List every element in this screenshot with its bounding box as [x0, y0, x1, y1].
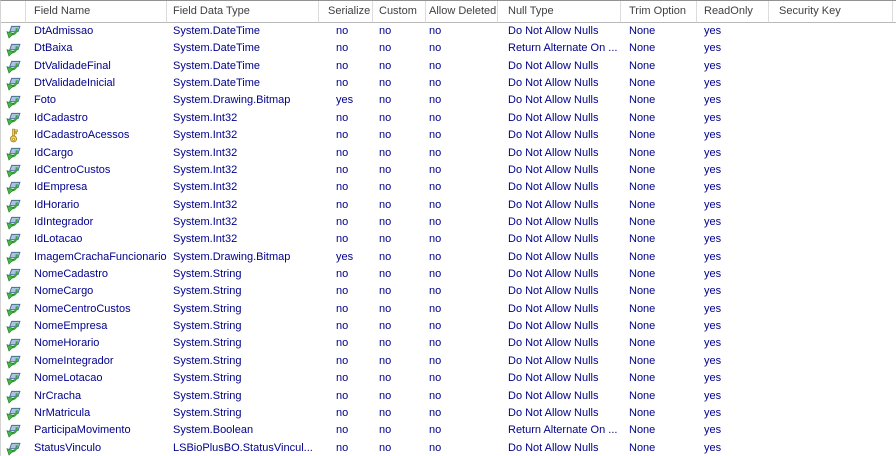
security-key-cell [769, 92, 893, 109]
field-data-type-cell: System.String [173, 389, 242, 402]
field-name-cell: NomeEmpresa [34, 320, 108, 333]
field-icon [6, 76, 21, 91]
trim-option-cell: None [629, 441, 656, 454]
custom-cell: no [379, 146, 392, 159]
readonly-cell: yes [704, 215, 722, 228]
field-icon [6, 371, 21, 386]
grid-body [1, 23, 896, 456]
serialize-cell: no [336, 77, 349, 90]
serialize-cell: no [336, 129, 349, 142]
null-type-cell: Do Not Allow Nulls [508, 250, 599, 263]
custom-cell: no [379, 441, 392, 454]
field-icon [6, 111, 21, 126]
serialize-cell: no [336, 268, 349, 281]
allow-deleted-cell: no [429, 25, 442, 37]
grid-header-row [1, 1, 896, 23]
security-key-cell [769, 179, 893, 196]
security-key-cell [769, 231, 893, 248]
table-row[interactable] [1, 40, 896, 57]
readonly-cell: yes [704, 181, 722, 194]
null-type-cell: Do Not Allow Nulls [508, 163, 599, 176]
readonly-cell: yes [704, 129, 722, 142]
readonly-cell: yes [704, 25, 722, 37]
readonly-cell: yes [704, 320, 722, 333]
allow-deleted-cell: no [429, 354, 442, 367]
readonly-cell: yes [704, 268, 722, 281]
field-name-cell: NomeCentroCustos [34, 302, 131, 315]
security-key-cell [769, 301, 893, 318]
trim-option-cell: None [629, 354, 656, 367]
security-key-cell [769, 318, 893, 335]
table-row[interactable] [1, 58, 896, 75]
null-type-cell: Do Not Allow Nulls [508, 181, 599, 194]
field-name-cell: NomeHorario [34, 337, 100, 350]
field-data-type-cell: LSBioPlusBO.StatusVincul... [173, 441, 313, 454]
table-row[interactable] [1, 283, 896, 300]
table-row[interactable] [1, 127, 896, 144]
field-icon [6, 42, 21, 57]
field-icon [6, 24, 21, 39]
table-row[interactable] [1, 388, 896, 405]
allow-deleted-cell: no [429, 302, 442, 315]
security-key-cell [769, 162, 893, 179]
field-data-type-cell: System.Boolean [173, 424, 254, 437]
column-header-custom[interactable]: Custom [373, 1, 426, 23]
field-name-cell: IdLotacao [34, 233, 83, 246]
allow-deleted-cell: no [429, 424, 442, 437]
field-icon [6, 285, 21, 300]
serialize-cell: no [336, 424, 349, 437]
serialize-cell: no [336, 25, 349, 37]
readonly-cell: yes [704, 406, 722, 419]
field-icon [6, 337, 21, 352]
serialize-cell: no [336, 146, 349, 159]
trim-option-cell: None [629, 77, 656, 90]
field-icon [6, 215, 21, 230]
column-header-allow-deleted[interactable]: Allow Deleted [426, 1, 498, 23]
serialize-cell: no [336, 337, 349, 350]
null-type-cell: Do Not Allow Nulls [508, 111, 599, 124]
null-type-cell: Do Not Allow Nulls [508, 302, 599, 315]
readonly-cell: yes [704, 337, 722, 350]
field-data-type-cell: System.DateTime [173, 77, 261, 90]
table-row[interactable] [1, 249, 896, 266]
field-data-type-cell: System.DateTime [173, 42, 261, 55]
custom-cell: no [379, 59, 392, 72]
table-row[interactable] [1, 422, 896, 439]
serialize-cell: no [336, 354, 349, 367]
field-name-cell: NomeIntegrador [34, 354, 114, 367]
field-icon [6, 232, 21, 247]
allow-deleted-cell: no [429, 389, 442, 402]
field-data-type-cell: System.String [173, 354, 242, 367]
table-row[interactable] [1, 214, 896, 231]
field-name-cell: IdCargo [34, 146, 74, 159]
custom-cell: no [379, 94, 392, 107]
field-icon [6, 250, 21, 265]
field-icon [6, 389, 21, 404]
trim-option-cell: None [629, 320, 656, 333]
table-row[interactable] [1, 179, 896, 196]
trim-option-cell: None [629, 424, 656, 437]
field-name-cell: NrCracha [34, 389, 82, 402]
trim-option-cell: None [629, 285, 656, 298]
column-header-field-name[interactable]: Field Name [26, 1, 167, 23]
serialize-cell: no [336, 285, 349, 298]
custom-cell: no [379, 354, 392, 367]
null-type-cell: Do Not Allow Nulls [508, 441, 599, 454]
serialize-cell: no [336, 320, 349, 333]
trim-option-cell: None [629, 215, 656, 228]
allow-deleted-cell: no [429, 441, 442, 454]
allow-deleted-cell: no [429, 233, 442, 246]
table-row[interactable] [1, 335, 896, 352]
table-row[interactable] [1, 110, 896, 127]
trim-option-cell: None [629, 42, 656, 55]
allow-deleted-cell: no [429, 94, 442, 107]
trim-option-cell: None [629, 25, 656, 37]
security-key-cell [769, 405, 893, 422]
null-type-cell: Do Not Allow Nulls [508, 268, 599, 281]
field-data-type-cell: System.String [173, 320, 242, 333]
field-name-cell: DtValidadeInicial [34, 77, 116, 90]
field-name-cell: NomeCadastro [34, 268, 108, 281]
serialize-cell: no [336, 372, 349, 385]
serialize-cell: no [336, 163, 349, 176]
null-type-cell: Do Not Allow Nulls [508, 146, 599, 159]
field-name-cell: IdHorario [34, 198, 80, 211]
null-type-cell: Do Not Allow Nulls [508, 406, 599, 419]
null-type-cell: Do Not Allow Nulls [508, 129, 599, 142]
allow-deleted-cell: no [429, 337, 442, 350]
serialize-cell: no [336, 111, 349, 124]
null-type-cell: Return Alternate On ... [508, 42, 618, 55]
field-icon [6, 302, 21, 317]
table-row[interactable] [1, 197, 896, 214]
null-type-cell: Do Not Allow Nulls [508, 233, 599, 246]
readonly-cell: yes [704, 198, 722, 211]
null-type-cell: Do Not Allow Nulls [508, 320, 599, 333]
trim-option-cell: None [629, 389, 656, 402]
column-header-serialize[interactable]: Serialize [319, 1, 373, 23]
allow-deleted-cell: no [429, 129, 442, 142]
security-key-cell [769, 249, 893, 266]
allow-deleted-cell: no [429, 372, 442, 385]
field-icon [6, 163, 21, 178]
security-key-cell [769, 197, 893, 214]
readonly-cell: yes [704, 233, 722, 246]
readonly-cell: yes [704, 372, 722, 385]
null-type-cell: Do Not Allow Nulls [508, 354, 599, 367]
custom-cell: no [379, 111, 392, 124]
allow-deleted-cell: no [429, 77, 442, 90]
null-type-cell: Do Not Allow Nulls [508, 389, 599, 402]
readonly-cell: yes [704, 42, 722, 55]
field-icon [6, 180, 21, 195]
custom-cell: no [379, 285, 392, 298]
trim-option-cell: None [629, 337, 656, 350]
trim-option-cell: None [629, 111, 656, 124]
custom-cell: no [379, 372, 392, 385]
readonly-cell: yes [704, 250, 722, 263]
serialize-cell: no [336, 441, 349, 454]
table-row[interactable] [1, 231, 896, 248]
field-name-cell: IdCadastro [34, 111, 88, 124]
readonly-cell: yes [704, 146, 722, 159]
custom-cell: no [379, 77, 392, 90]
field-data-type-cell: System.Int32 [173, 129, 238, 142]
field-data-type-cell: System.Int32 [173, 181, 238, 194]
readonly-cell: yes [704, 77, 722, 90]
serialize-cell: no [336, 198, 349, 211]
column-header-security-key[interactable]: Security Key [769, 1, 893, 23]
security-key-cell [769, 145, 893, 162]
trim-option-cell: None [629, 146, 656, 159]
trim-option-cell: None [629, 181, 656, 194]
allow-deleted-cell: no [429, 163, 442, 176]
field-data-type-cell: System.String [173, 285, 242, 298]
allow-deleted-cell: no [429, 250, 442, 263]
custom-cell: no [379, 181, 392, 194]
serialize-cell: no [336, 233, 349, 246]
field-data-type-cell: System.Int32 [173, 111, 238, 124]
table-row[interactable] [1, 405, 896, 422]
field-name-cell: NomeLotacao [34, 372, 103, 385]
field-icon [6, 267, 21, 282]
field-data-type-cell: System.Drawing.Bitmap [173, 94, 291, 107]
security-key-cell [769, 40, 893, 57]
security-key-cell [769, 388, 893, 405]
field-name-cell: IdIntegrador [34, 215, 94, 228]
field-data-type-cell: System.Int32 [173, 163, 238, 176]
field-name-cell: ParticipaMovimento [34, 424, 131, 437]
custom-cell: no [379, 424, 392, 437]
security-key-cell [769, 370, 893, 387]
field-icon [6, 406, 21, 421]
serialize-cell: yes [336, 94, 354, 107]
custom-cell: no [379, 250, 392, 263]
allow-deleted-cell: no [429, 215, 442, 228]
field-data-type-cell: System.Drawing.Bitmap [173, 250, 291, 263]
readonly-cell: yes [704, 354, 722, 367]
readonly-cell: yes [704, 389, 722, 402]
security-key-cell [769, 266, 893, 283]
custom-cell: no [379, 337, 392, 350]
serialize-cell: no [336, 42, 349, 55]
allow-deleted-cell: no [429, 42, 442, 55]
readonly-cell: yes [704, 302, 722, 315]
table-row[interactable] [1, 318, 896, 335]
security-key-cell [769, 110, 893, 127]
field-data-type-cell: System.String [173, 302, 242, 315]
field-icon [6, 94, 21, 109]
custom-cell: no [379, 163, 392, 176]
table-row[interactable] [1, 266, 896, 283]
readonly-cell: yes [704, 285, 722, 298]
trim-option-cell: None [629, 59, 656, 72]
trim-option-cell: None [629, 233, 656, 246]
allow-deleted-cell: no [429, 320, 442, 333]
key-icon [6, 128, 21, 143]
null-type-cell: Do Not Allow Nulls [508, 285, 599, 298]
null-type-cell: Do Not Allow Nulls [508, 25, 599, 37]
security-key-cell [769, 58, 893, 75]
field-data-type-cell: System.Int32 [173, 198, 238, 211]
trim-option-cell: None [629, 94, 656, 107]
allow-deleted-cell: no [429, 406, 442, 419]
field-data-type-cell: System.DateTime [173, 25, 261, 37]
security-key-cell [769, 75, 893, 92]
table-row[interactable] [1, 23, 896, 40]
trim-option-cell: None [629, 250, 656, 263]
security-key-cell [769, 283, 893, 300]
field-data-type-cell: System.String [173, 372, 242, 385]
null-type-cell: Do Not Allow Nulls [508, 59, 599, 72]
serialize-cell: no [336, 302, 349, 315]
field-icon [6, 319, 21, 334]
table-row[interactable] [1, 162, 896, 179]
field-data-type-cell: System.Int32 [173, 146, 238, 159]
table-row[interactable] [1, 370, 896, 387]
field-name-cell: NomeCargo [34, 285, 94, 298]
table-row[interactable] [1, 145, 896, 162]
serialize-cell: no [336, 59, 349, 72]
field-name-cell: IdCadastroAcessos [34, 129, 130, 142]
field-data-type-cell: System.Int32 [173, 215, 238, 228]
readonly-cell: yes [704, 111, 722, 124]
security-key-cell [769, 422, 893, 439]
row-selector-header[interactable] [1, 1, 26, 23]
serialize-cell: no [336, 389, 349, 402]
null-type-cell: Return Alternate On ... [508, 424, 618, 437]
custom-cell: no [379, 129, 392, 142]
allow-deleted-cell: no [429, 181, 442, 194]
allow-deleted-cell: no [429, 285, 442, 298]
null-type-cell: Do Not Allow Nulls [508, 215, 599, 228]
readonly-cell: yes [704, 441, 722, 454]
serialize-cell: no [336, 215, 349, 228]
column-header-trim-option[interactable]: Trim Option [621, 1, 697, 23]
readonly-cell: yes [704, 424, 722, 437]
custom-cell: no [379, 406, 392, 419]
serialize-cell: no [336, 181, 349, 194]
field-icon [6, 423, 21, 438]
security-key-cell [769, 353, 893, 370]
allow-deleted-cell: no [429, 111, 442, 124]
field-icon [6, 59, 21, 74]
field-name-cell: StatusVinculo [34, 441, 102, 454]
security-key-cell [769, 214, 893, 231]
field-icon [6, 146, 21, 161]
serialize-cell: no [336, 406, 349, 419]
table-row[interactable] [1, 92, 896, 109]
field-name-cell: Foto [34, 94, 57, 107]
field-data-type-cell: System.String [173, 268, 242, 281]
security-key-cell [769, 127, 893, 144]
security-key-cell [769, 23, 893, 40]
trim-option-cell: None [629, 198, 656, 211]
serialize-cell: yes [336, 250, 354, 263]
allow-deleted-cell: no [429, 268, 442, 281]
column-header-null-type[interactable]: Null Type [498, 1, 621, 23]
field-data-type-cell: System.String [173, 406, 242, 419]
column-header-field-data-type[interactable]: Field Data Type [167, 1, 319, 23]
readonly-cell: yes [704, 59, 722, 72]
custom-cell: no [379, 302, 392, 315]
custom-cell: no [379, 268, 392, 281]
field-name-cell: IdEmpresa [34, 181, 88, 194]
field-icon [6, 441, 21, 456]
field-name-cell: DtAdmissao [34, 25, 94, 37]
null-type-cell: Do Not Allow Nulls [508, 337, 599, 350]
field-name-cell: ImagemCrachaFuncionario [34, 250, 167, 263]
field-icon [6, 198, 21, 213]
custom-cell: no [379, 42, 392, 55]
column-header-readonly[interactable]: ReadOnly [697, 1, 769, 23]
readonly-cell: yes [704, 163, 722, 176]
allow-deleted-cell: no [429, 198, 442, 211]
null-type-cell: Do Not Allow Nulls [508, 94, 599, 107]
allow-deleted-cell: no [429, 146, 442, 159]
custom-cell: no [379, 198, 392, 211]
custom-cell: no [379, 215, 392, 228]
trim-option-cell: None [629, 302, 656, 315]
table-row[interactable] [1, 353, 896, 370]
trim-option-cell: None [629, 372, 656, 385]
trim-option-cell: None [629, 163, 656, 176]
field-data-type-cell: System.DateTime [173, 59, 261, 72]
table-row[interactable] [1, 440, 896, 456]
table-row[interactable] [1, 75, 896, 92]
field-name-cell: DtBaixa [34, 42, 73, 55]
null-type-cell: Do Not Allow Nulls [508, 77, 599, 90]
custom-cell: no [379, 25, 392, 37]
field-name-cell: DtValidadeFinal [34, 59, 111, 72]
field-data-type-cell: System.String [173, 337, 242, 350]
trim-option-cell: None [629, 129, 656, 142]
null-type-cell: Do Not Allow Nulls [508, 372, 599, 385]
custom-cell: no [379, 389, 392, 402]
security-key-cell [769, 440, 893, 456]
field-name-cell: IdCentroCustos [34, 163, 111, 176]
field-name-cell: NrMatricula [34, 406, 91, 419]
table-row[interactable] [1, 301, 896, 318]
allow-deleted-cell: no [429, 59, 442, 72]
security-key-cell [769, 335, 893, 352]
trim-option-cell: None [629, 406, 656, 419]
custom-cell: no [379, 233, 392, 246]
field-data-type-cell: System.Int32 [173, 233, 238, 246]
trim-option-cell: None [629, 268, 656, 281]
readonly-cell: yes [704, 94, 722, 107]
custom-cell: no [379, 320, 392, 333]
null-type-cell: Do Not Allow Nulls [508, 198, 599, 211]
field-icon [6, 354, 21, 369]
